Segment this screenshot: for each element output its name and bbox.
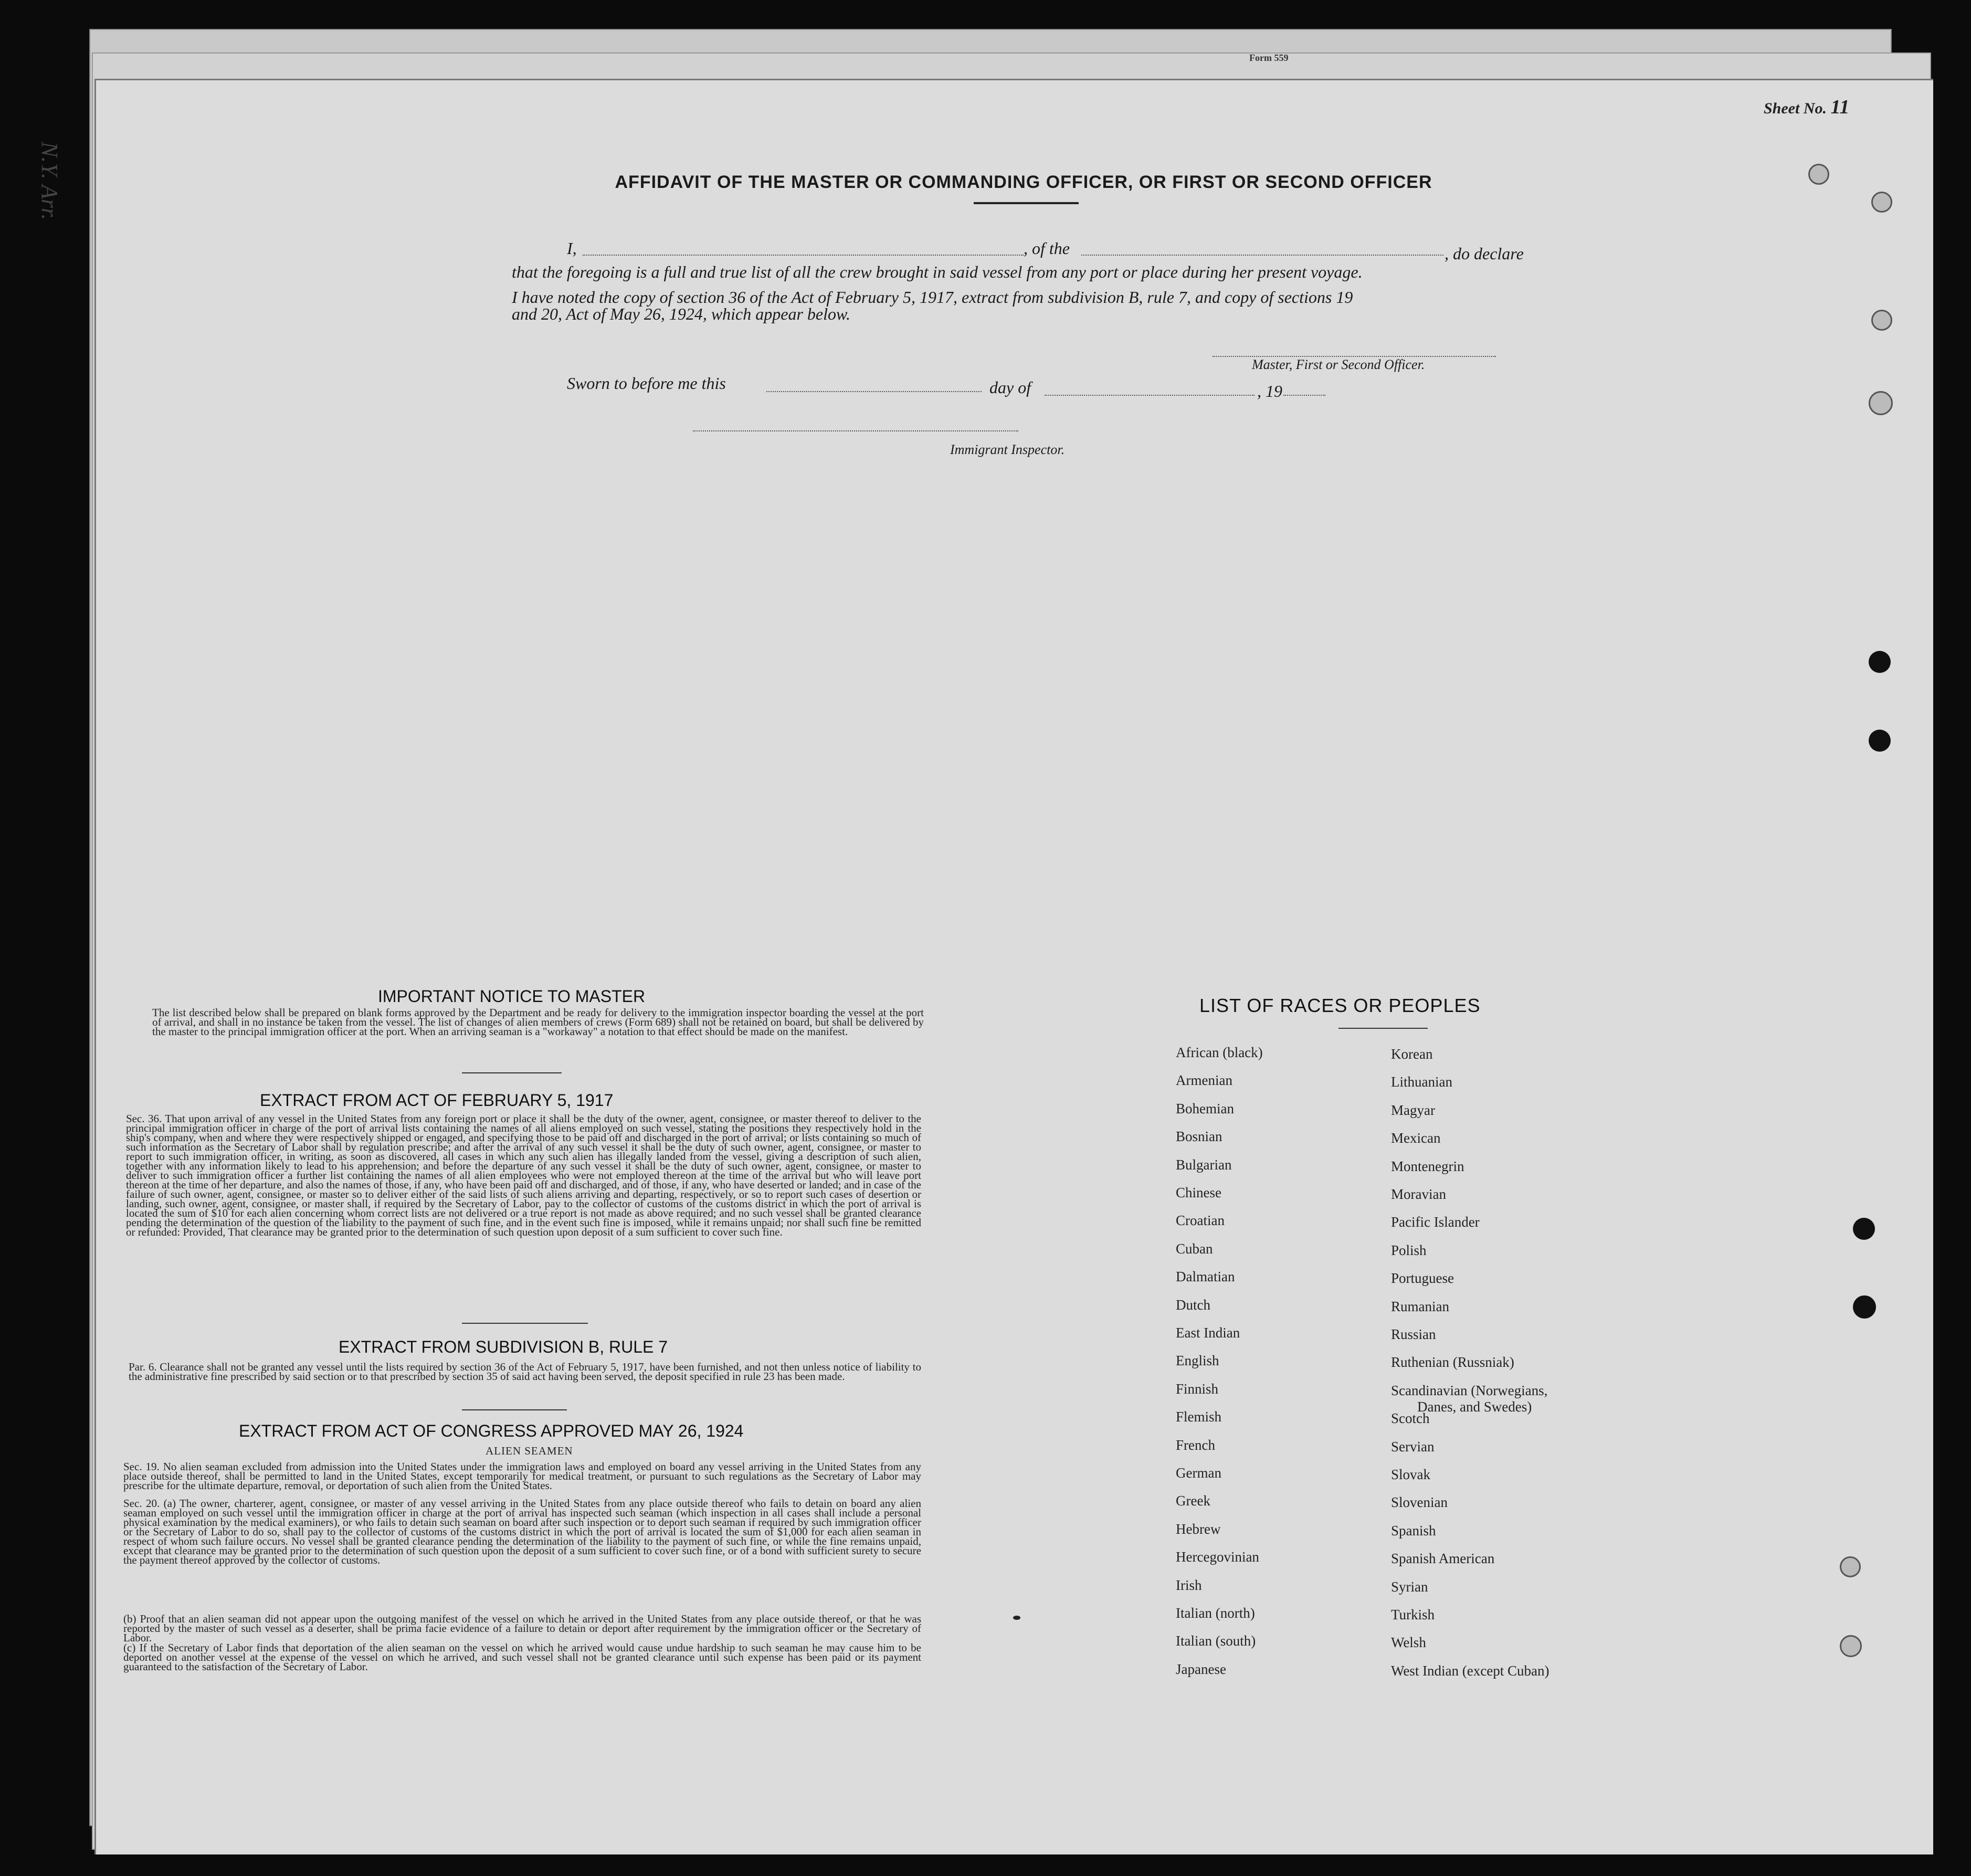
extract-1917-body: Sec. 36. That upon arrival of any vessel in the United States from any foreign port or place it shall be the duty of the owner, agent, consignee, or master thereof to deliver to the principal immigration officer in charge of the port of arrival lists containing the names of all aliens employed on such vessel, stating the positions they respectively hold in the ship's company, when and where they were respectively shipped or engaged, and specifying those to be paid off and discharged in the port of arrival; or lists containing so much of such information as the Secretary of Labor shall by regulation prescribe; and after the arrival of any such vessel it shall be the duty of such owner, agent, consignee, or master to report to such immigration officer, in writing, as soon as discovered, all cases in which any such alien has illegally landed from the vessel, giving a description of such alien, together with any information likely to lead to his apprehension; and before the departure of any such vessel it shall be the duty of such owner, agent, consignee, or master to deliver to such immigration officer a further list containing the names of all alien employees who were not employed thereon at the time of the arrival but who will leave port thereon at the time of her departure, and also the names of those, if any, who have been paid off and discharged, and of those, if any, who have deserted or landed; and in case of the failure of such owner, agent, consignee, or master so to deliver either of the said lists of such aliens arriving and departing, respectively, or so to report such cases of desertion or landing, such owner, agent, consignee, or master shall, if required by the Secretary of Labor, pay to the collector of customs of the customs district in which the port of arrival is located the sum of $10 for each alien concerning whom correct lists are not delivered or a true report is not made as above required; and no such vessel shall be granted clearance pending the determination of the question of the liability to the payment of such fine, and in the event such fine is imposed, while it remains unpaid; nor shall such fine be remitted or refunded: Provided, That clearance may be granted prior to the determination of such question upon deposit of a sum sufficient to cover such fine. [126, 1112, 921, 1238]
race-item: Montenegrin [1391, 1158, 1464, 1174]
race-item: Moravian [1391, 1186, 1446, 1202]
race-item: German [1176, 1465, 1221, 1481]
inspector-signature-blank [693, 430, 1018, 431]
race-item: Spanish American [1391, 1551, 1495, 1567]
day-blank [766, 391, 982, 392]
race-item: Servian [1391, 1438, 1435, 1455]
race-item: Dalmatian [1176, 1269, 1235, 1285]
divider [1338, 1028, 1428, 1029]
race-item: Bohemian [1176, 1100, 1234, 1116]
race-item: Polish [1391, 1242, 1427, 1258]
sheet-label: Sheet No. [1764, 100, 1827, 117]
extract-1924-title: EXTRACT FROM ACT OF CONGRESS APPROVED MAY 26, 1924 [239, 1421, 744, 1440]
race-item: Italian (north) [1176, 1605, 1255, 1621]
race-item: Mexican [1391, 1130, 1441, 1146]
binder-hole [1808, 164, 1829, 185]
binder-hole [1871, 192, 1892, 213]
affidavit-declare: , do declare [1445, 244, 1524, 263]
race-item: Welsh [1391, 1635, 1426, 1651]
affidavit-line3: I have noted the copy of section 36 of the Act of February 5, 1917, extract from subdivision B, rule 7, and copy of sections 19 [512, 288, 1353, 307]
divider [462, 1323, 588, 1324]
divider [974, 202, 1079, 204]
affidavit-i: I, [567, 239, 577, 258]
race-item: Irish [1176, 1577, 1202, 1593]
race-item: East Indian [1176, 1325, 1240, 1341]
race-item: Pacific Islander [1391, 1214, 1480, 1230]
divider [462, 1409, 567, 1410]
notice-body: The list described below shall be prepared on blank forms approved by the Department and be ready for delivery to the immigration inspector boarding the vessel at the port of arrival, and shall in no instance be taken from the vessel. The list of changes of alien members of crews (Form 689) shall not be retained on board, but shall be delivered by the master to the principal immigration officer at the port. When an arriving seaman is a "workaway" a notation to that effect should be made on the manifest. [152, 1006, 924, 1038]
race-item: Chinese [1176, 1185, 1221, 1200]
extract-1917-title: EXTRACT FROM ACT OF FEBRUARY 5, 1917 [260, 1091, 614, 1110]
affidavit-title: AFFIDAVIT OF THE MASTER OR COMMANDING OFFICER, OR FIRST OR SECOND OFFICER [615, 172, 1432, 192]
binder-hole [1871, 310, 1892, 331]
binder-hole [1853, 1218, 1875, 1240]
race-item: Scandinavian (Norwegians, [1391, 1382, 1548, 1398]
binder-hole [1840, 1635, 1862, 1657]
race-item: Lithuanian [1391, 1074, 1452, 1090]
race-item: Cuban [1176, 1240, 1213, 1257]
vessel-blank [1081, 255, 1443, 256]
sheet-value: 11 [1830, 96, 1850, 118]
sec20c-body: (c) If the Secretary of Labor finds that deportation of the alien seaman on the vessel on which he arrived would cause undue hardship to such seaman he may cause him to be deported on another vessel at the expense of the vessel on which he arrived, and such vessel shall not be granted clearance until such expense has been paid or its payment guaranteed to the satisfaction of the Secretary of Labor. [123, 1641, 921, 1673]
sheet-number [1764, 96, 1849, 119]
sec19-body: Sec. 19. No alien seaman excluded from admission into the United States under the immigration laws and employed on board any vessel arriving in the United States from any place outside thereof, shall be permitted to land in the United States, except temporarily for medical treatment, or pursuant to such regulations as the Secretary of Labor may prescribe for the ultimate departure, removal, or deportation of such alien from the United States. [123, 1460, 921, 1492]
race-item: Danes, and Swedes) [1417, 1399, 1532, 1415]
race-item: Ruthenian (Russniak) [1391, 1354, 1514, 1371]
affidavit-line4: and 20, Act of May 26, 1924, which appear below. [512, 304, 850, 323]
race-item: Croatian [1176, 1213, 1225, 1229]
race-item: Slovenian [1391, 1494, 1448, 1511]
affidavit-line2: that the foregoing is a full and true list of all the crew brought in said vessel from any port or place during her present voyage. [512, 262, 1363, 281]
sec20a-body: Sec. 20. (a) The owner, charterer, agent, consignee, or master of any vessel arriving in the United States from any place outside thereof who fails to detain on board any alien seaman employed on such vessel until the immigration officer in charge at the port of arrival has inspected such seaman (which inspection in all cases shall include a personal physical examination by the medical examiners), or who fails to detain such seaman on board after such inspection or to deport such seaman if required by such immigration officer or the Secretary of Labor to do so, shall pay to the collector of customs of the customs district in which the port of arrival is located the sum of $1,000 for each alien seaman in respect of whom such failure occurs. No vessel shall be granted clearance pending the determination of the liability to the payment of such fine, or while the fine remains unpaid, except that clearance may be granted prior to the determination of such question upon the deposit of a sum sufficient to cover such fine, or of a bond with sufficient surety to secure the payment thereof approved by the collector of customs. [123, 1497, 921, 1566]
race-item: Hebrew [1176, 1521, 1221, 1537]
inspector-label: Immigrant Inspector. [950, 442, 1065, 457]
day-of-text: day of [989, 378, 1031, 397]
form-number: Form 559 [1249, 52, 1289, 63]
race-item: English [1176, 1353, 1219, 1369]
race-item: West Indian (except Cuban) [1391, 1662, 1550, 1679]
race-item: Flemish [1176, 1409, 1222, 1425]
race-item: Scotch [1391, 1410, 1430, 1427]
race-item: Rumanian [1391, 1298, 1449, 1314]
sec20b-body: (b) Proof that an alien seaman did not appear upon the outgoing manifest of the vessel on which he arrived in the United States from any place outside thereof, or that he was reported by the master of such vessel as a deserter, shall be prima facie evidence of a failure to detain or deport after requirement by the immigration officer or the Secretary of Labor. [123, 1612, 921, 1644]
race-item: Bulgarian [1176, 1156, 1232, 1173]
race-item: Hercegovinian [1176, 1549, 1259, 1565]
notice-title: IMPORTANT NOTICE TO MASTER [378, 987, 646, 1006]
year-blank [1283, 395, 1325, 396]
manifest-sheet [94, 79, 1933, 1854]
races-title: LIST OF RACES OR PEOPLES [1199, 995, 1481, 1016]
ink-mark [1013, 1616, 1020, 1620]
binder-hole [1869, 391, 1893, 415]
binder-hole [1840, 1556, 1861, 1577]
race-item: Italian (south) [1176, 1633, 1256, 1649]
race-item: Magyar [1391, 1102, 1435, 1118]
race-item: Dutch [1176, 1297, 1210, 1313]
divider [462, 1072, 562, 1073]
sworn-text: Sworn to before me this [567, 374, 726, 393]
race-item: Japanese [1176, 1661, 1226, 1677]
race-item: French [1176, 1437, 1215, 1453]
affidavit-of-the: , of the [1024, 239, 1070, 258]
race-item: Syrian [1391, 1578, 1428, 1595]
race-item: Turkish [1391, 1607, 1435, 1622]
extract-rule7-body: Par. 6. Clearance shall not be granted any vessel until the lists required by section 36 of the Act of February 5, 1917, have been furnished, and not then unless notice of liability to the administrative fine prescribed by said section or to that prescribed by section 35 of said act having been served, the deposit specified in rule 23 has been made. [129, 1361, 921, 1383]
race-item: African (black) [1176, 1045, 1263, 1060]
race-item: Finnish [1176, 1380, 1219, 1397]
race-item: Spanish [1391, 1522, 1436, 1538]
race-item: Portuguese [1391, 1270, 1454, 1287]
race-item: Greek [1176, 1493, 1210, 1509]
race-item: Bosnian [1176, 1129, 1222, 1145]
name-blank [583, 255, 1024, 256]
race-item: Armenian [1176, 1072, 1232, 1089]
binder-hole [1869, 651, 1891, 673]
binder-hole [1853, 1295, 1876, 1319]
month-blank [1045, 395, 1255, 396]
race-item: Russian [1391, 1326, 1436, 1342]
binder-hole [1869, 730, 1891, 752]
year-text: , 19 [1257, 382, 1282, 401]
master-label: Master, First or Second Officer. [1252, 357, 1425, 372]
handwritten-side-note: N.Y. Arr. [37, 142, 62, 220]
alien-seamen-heading: ALIEN SEAMEN [486, 1445, 573, 1457]
race-item: Slovak [1391, 1467, 1431, 1482]
extract-rule7-title: EXTRACT FROM SUBDIVISION B, RULE 7 [339, 1337, 668, 1356]
race-item: Korean [1391, 1046, 1433, 1062]
